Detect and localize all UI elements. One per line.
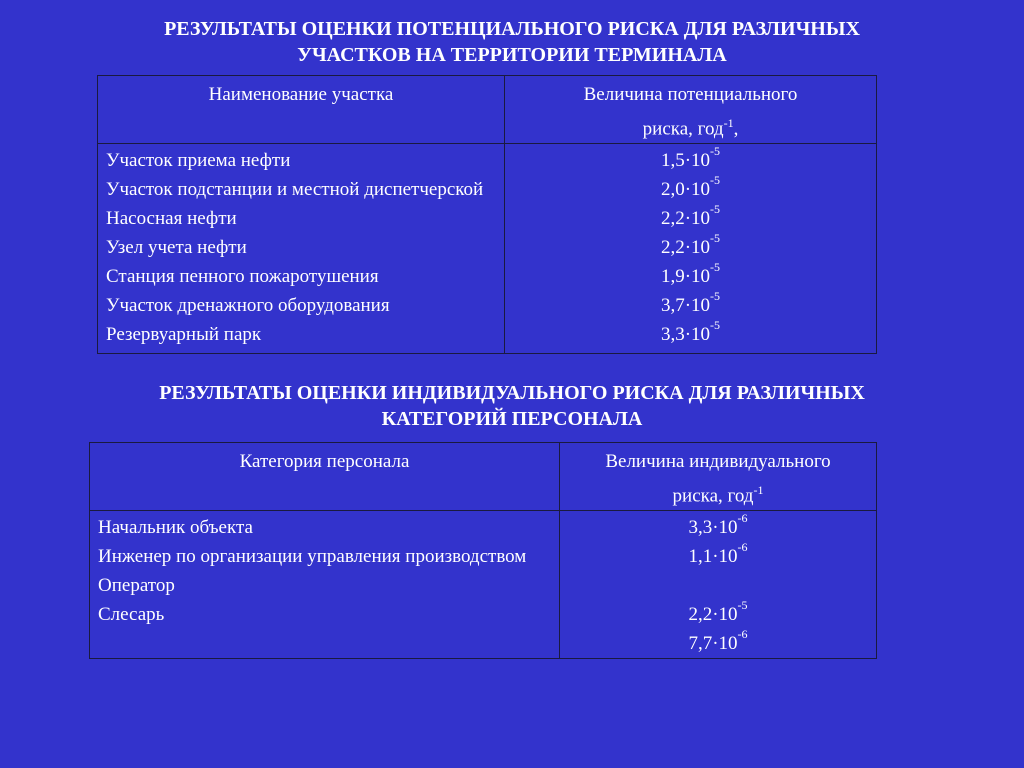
- potential-risk-table: [97, 75, 877, 354]
- risk-value: $3,3\cdot 10^{-6}$: [688, 511, 748, 539]
- column-header-individual-risk: Величина индивидуального риска, год$^{-1}$: [560, 443, 877, 511]
- list-item: Участок подстанции и местной диспетчерской: [106, 179, 484, 201]
- list-item: Участок приема нефти: [106, 150, 291, 172]
- list-item: Резервуарный парк: [106, 324, 262, 346]
- section2-title: [0, 380, 1024, 432]
- table-header-row: [98, 76, 877, 144]
- risk-values-cell: [560, 511, 877, 659]
- risk-value: $2,2\cdot 10^{-5}$: [688, 598, 748, 626]
- section1-title-line2: УЧАСТКОВ НА ТЕРРИТОРИИ ТЕРМИНАЛА: [297, 44, 727, 66]
- list-item: Начальник объекта: [98, 517, 253, 539]
- risk-value: $1,1\cdot 10^{-6}$: [688, 540, 748, 568]
- risk-value: $2,2\cdot 10^{-5}$: [660, 231, 721, 259]
- list-item: Станция пенного пожаротушения: [106, 266, 379, 288]
- list-item: Участок дренажного оборудования: [106, 295, 390, 317]
- column-header-site: Наименование участка: [98, 76, 505, 144]
- table-body-row: [90, 511, 877, 659]
- risk-values-cell: [505, 144, 877, 354]
- risk-value: $1,9\cdot 10^{-5}$: [660, 260, 721, 288]
- list-item: Насосная нефти: [106, 208, 237, 230]
- table-body-row: [98, 144, 877, 354]
- list-item: Оператор: [98, 575, 175, 597]
- section2-title-line1: РЕЗУЛЬТАТЫ ОЦЕНКИ ИНДИВИДУАЛЬНОГО РИСКА ДЛЯ РАЗЛИЧНЫХ: [159, 382, 865, 404]
- category-names-cell: [90, 511, 560, 659]
- column-header-potential-risk: Величина потенциального риска, год$^{-1}$,: [505, 76, 877, 144]
- individual-risk-table: [89, 442, 877, 659]
- risk-value: $7,7\cdot 10^{-6}$: [688, 627, 748, 655]
- risk-value: $2,0\cdot 10^{-5}$: [660, 173, 721, 201]
- table-header-row: [90, 443, 877, 511]
- risk-value: $2,2\cdot 10^{-5}$: [660, 202, 721, 230]
- list-item: Узел учета нефти: [106, 237, 247, 259]
- risk-value: $3,7\cdot 10^{-5}$: [660, 289, 721, 317]
- list-item: Инженер по организации управления производством: [98, 546, 527, 568]
- section1-title: [0, 16, 1024, 68]
- spacer: [560, 571, 876, 600]
- section1-title-line1: РЕЗУЛЬТАТЫ ОЦЕНКИ ПОТЕНЦИАЛЬНОГО РИСКА ДЛЯ РАЗЛИЧНЫХ: [164, 18, 860, 40]
- list-item: Слесарь: [98, 604, 165, 626]
- column-header-category: Категория персонала: [90, 443, 560, 511]
- risk-value: $3,3\cdot 10^{-5}$: [660, 318, 721, 346]
- risk-value: $1,5\cdot 10^{-5}$: [660, 144, 721, 172]
- site-names-cell: [98, 144, 505, 354]
- section2-title-line2: КАТЕГОРИЙ ПЕРСОНАЛА: [381, 408, 643, 430]
